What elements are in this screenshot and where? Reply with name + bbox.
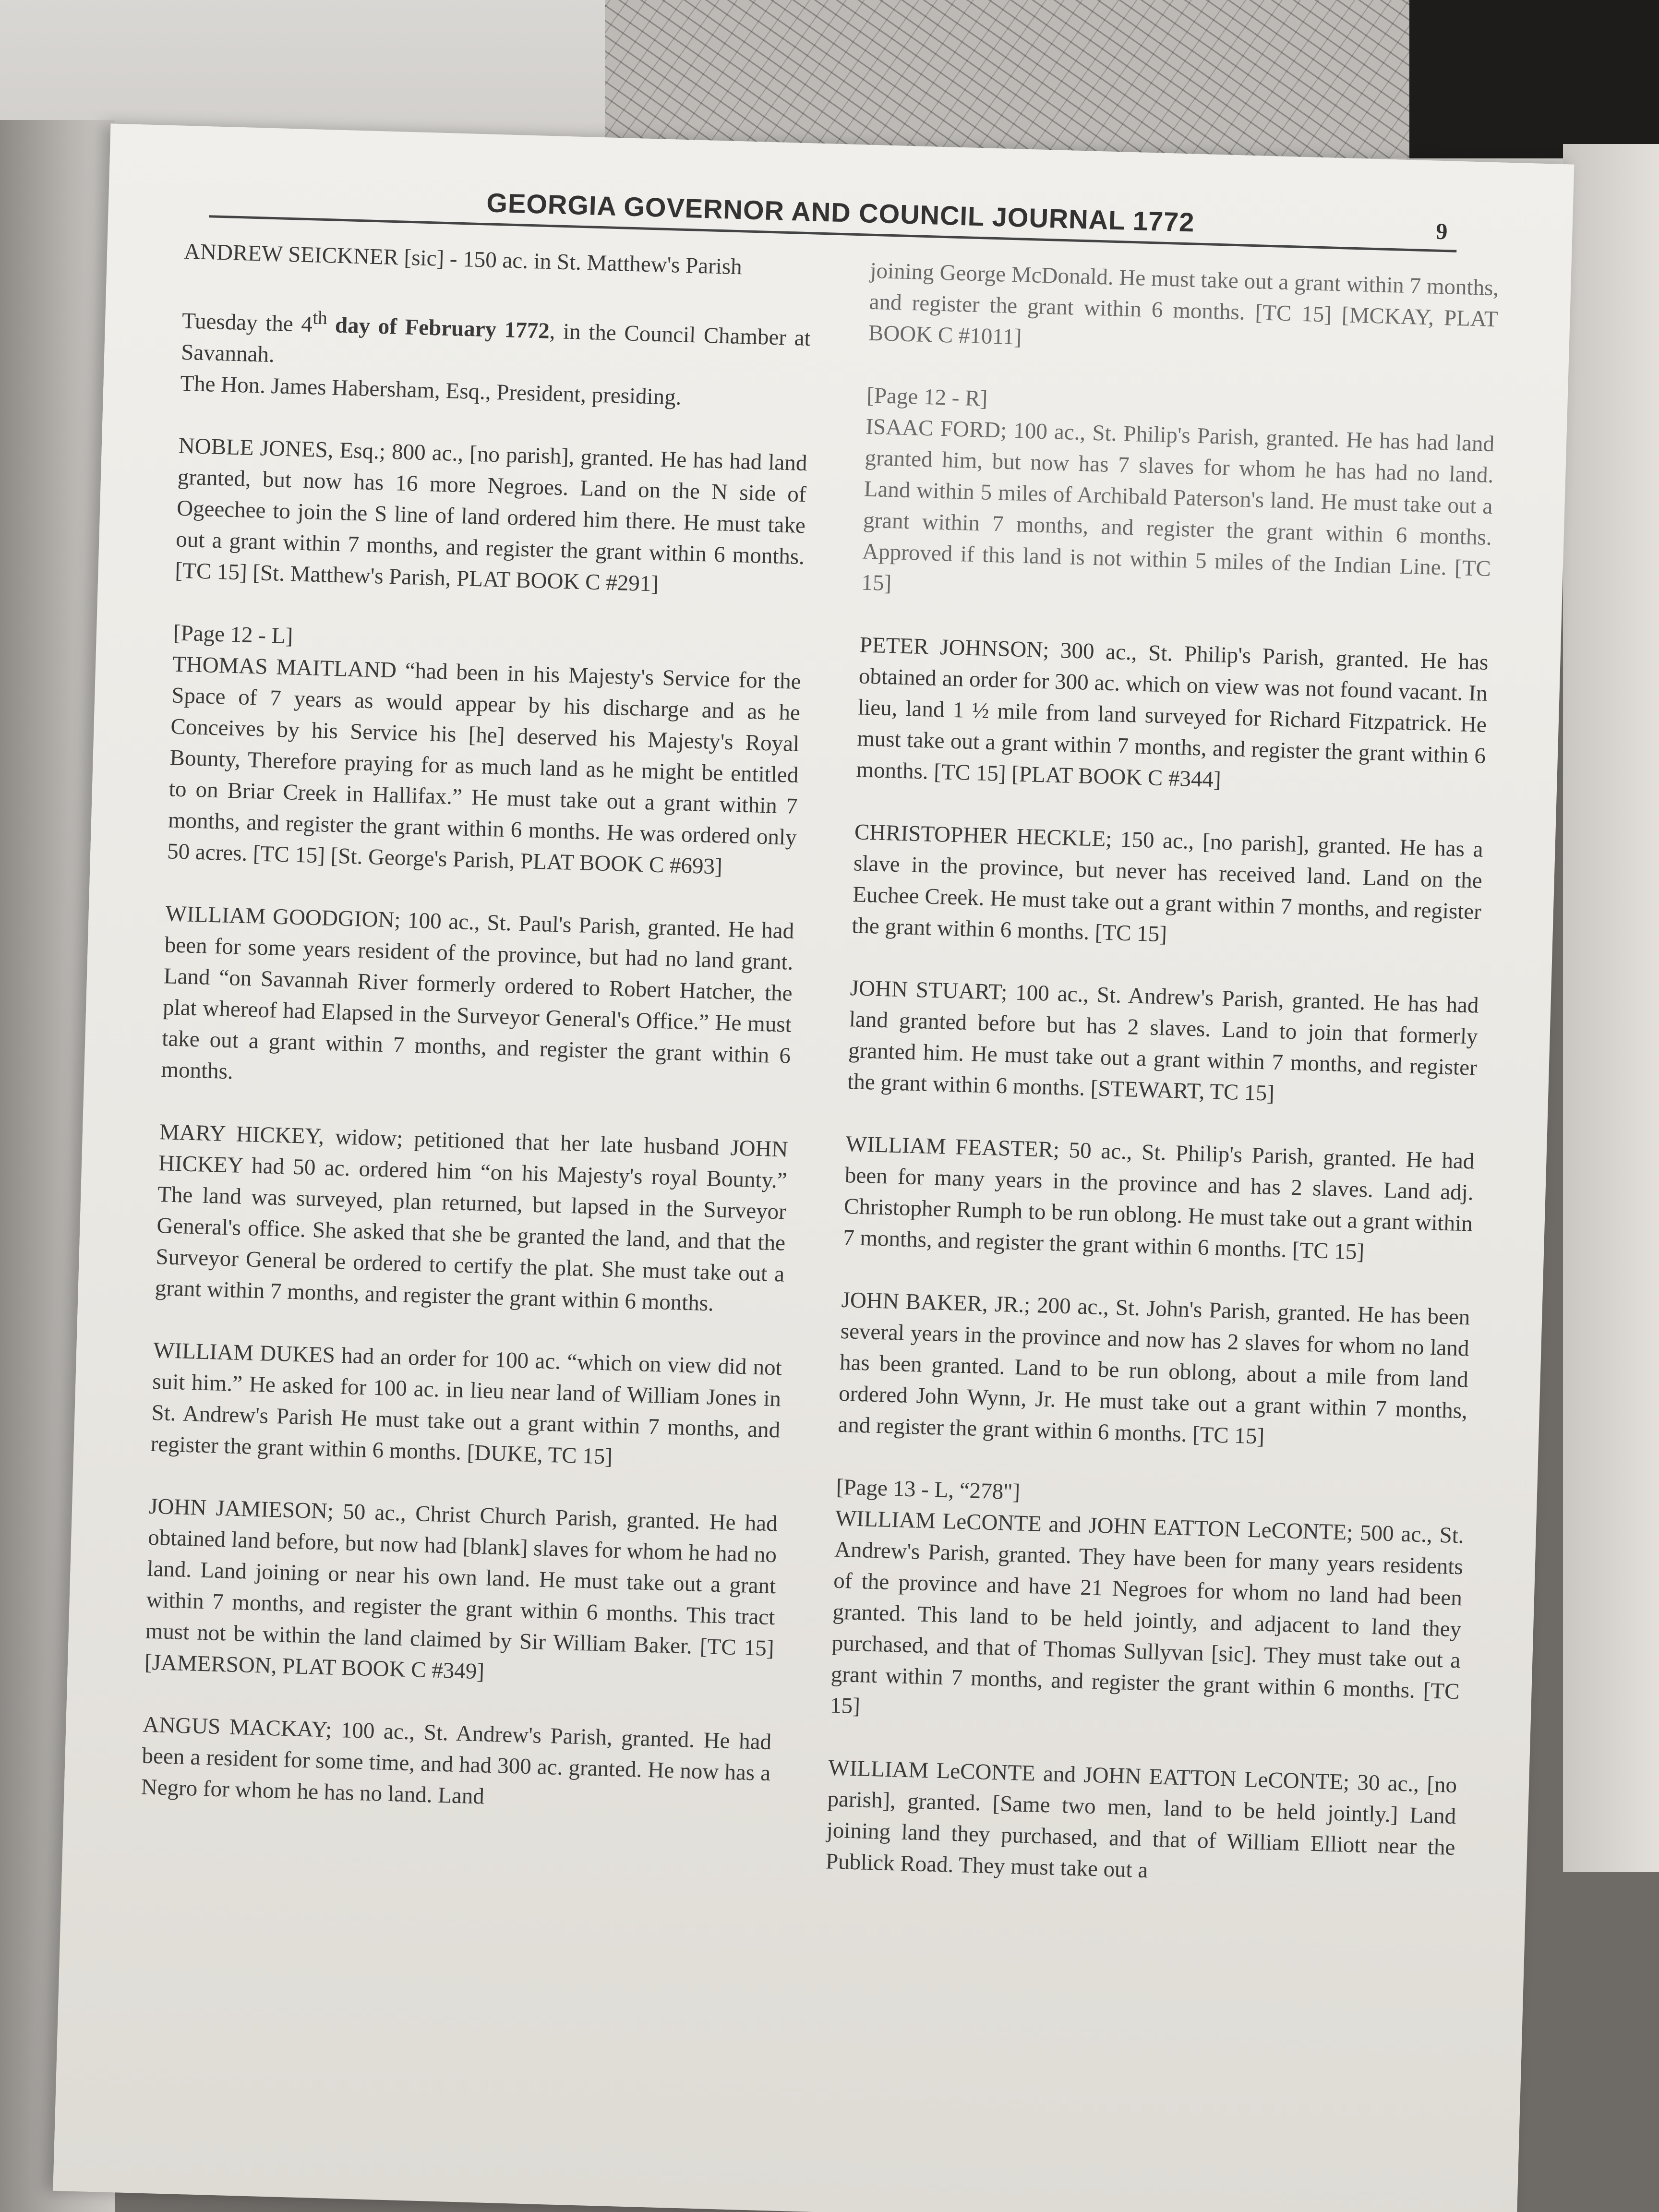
entry-william-feaster: WILLIAM FEASTER; 50 ac., St. Philip's Parish, granted. He had been for many years in the province and has 2 slaves. Land adj. Christopher Rumph to be run oblong. He must take out a grant within 7 months, and register the grant within 6 months. [TC 15] [842,1131,1475,1265]
map-paper-fragment [605,0,1517,158]
entry-john-jamieson: JOHN JAMIESON; 50 ac., Christ Church Parish, granted. He had obtained land before, but now had [blank] slaves for whom he had no land. Land joining or near his own land. He must take out a grant within 7 months, and register the grant within 6 months. This tract must not be within the land claimed by Sir William Baker. [TC 15] [JAMERSON, PLAT BOOK C #349] [144,1493,778,1684]
entry-leconte-30: WILLIAM LeCONTE and JOHN EATTON LeCONTE; 30 ac., [no parish], granted. [Same two men, land to be held jointly.] Land joining land they purchased, and that of William Elliott near the Publick Road. They must take out a [825,1755,1457,1883]
entry-andrew-seickner: ANDREW SEICKNER [sic] - 150 ac. in St. Matthew's Parish [183,239,743,280]
entry-isaac-ford: [Page 12 - R] ISAAC FORD; 100 ac., St. Philip's Parish, granted. He has had land granted him, but now has 7 slaves for whom he has had no land. Land within 5 miles of Archibald Paterson's land. He must take out a grant within 7 months, and register the grant within 6 months. Approved if this land is not within 5 miles of the Indian Line. [TC 15] [861,383,1495,596]
entry-noble-jones: NOBLE JONES, Esq.; 800 ac., [no parish], granted. He has had land granted, but now has 16 more Negroes. Land on the N side of Ogeechee to join the S line of land ordered him there. He must take out a grant within 7 months, and register the grant within 6 months. [TC 15] [St. Matthew's Parish, PLAT BOOK C #291] [174,433,808,597]
left-column [140,236,813,1851]
session-date-prefix: Tuesday the 4 [181,308,313,337]
page-header-title: GEORGIA GOVERNOR AND COUNCIL JOURNAL 1772 [486,187,1195,238]
session-date-bold: day of February 1772 [326,312,550,344]
entry-leconte-500: [Page 13 - L, “278"] WILLIAM LeCONTE and JOHN EATTON LeCONTE; 500 ac., St. Andrew's Parish, granted. They have been for many years residents of the province and have 21 Negroes for whom no land had been granted. This land to be held jointly, and adjacent to land they purchased, and that of Thomas Sullyvan [sic]. They must take out a grant within 7 months, and register the grant within 6 months. [TC 15] [830,1474,1465,1719]
entry-william-goodgion: WILLIAM GOODGION; 100 ac., St. Paul's Parish, granted. He had been for some years resident of the province, but had no land grant. Land “on Savannah River formerly ordered to Robert Hatcher, the plat whereof had Elapsed in the Surveyor General's Office.” He must take out a grant within 7 months, and register the grant within 6 months. [160,901,794,1084]
dark-background-corner [1409,0,1659,158]
entry-angus-mackay: ANGUS MACKAY; 100 ac., St. Andrew's Parish, granted. He had been a resident for some time, and had 300 ac. granted. He now has a Negro for whom he has no land. Land [141,1712,772,1809]
right-page-edge [1563,144,1659,1872]
page-number: 9 [1435,218,1448,245]
entry-john-stuart: JOHN STUART; 100 ac., St. Andrew's Parish, granted. He has had land granted before but has 2 slaves. Land to join that formerly granted him. He must take out a grant within 7 months, and register the grant within 6 months. [STEWART, TC 15] [847,975,1479,1106]
session-heading [180,299,811,417]
right-column [824,255,1499,1926]
entry-thomas-maitland: [Page 12 - L] THOMAS MAITLAND “had been in his Majesty's Service for the Space of 7 years as would appear by his discharge and as he Conceives by his Service his [he] deserved his Majesty's Royal Bounty, Therefore praying for as much land as he might be entitled to on Briar Creek in Hallifax.” He must take out a grant within 7 months, and register the grant within 6 months. He was ordered only 50 acres. [TC 15] [St. George's Parish, PLAT BOOK C #693] [167,620,802,879]
entry-william-dukes: WILLIAM DUKES had an order for 100 ac. “which on view did not suit him.” He asked for 100 ac. in lieu near land of William Jones in St. Andrew's Parish He must take out a grant within 7 months, and register the grant within 6 months. [DUKE, TC 15] [150,1337,782,1469]
entry-christopher-heckle: CHRISTOPHER HECKLE; 150 ac., [no parish], granted. He has a slave in the province, but never has received land. Land on the Euchee Creek. He must take out a grant within 7 months, and register the grant within 6 months. [TC 15] [851,819,1484,947]
session-date-ordinal: th [312,307,328,329]
entry-mary-hickey: MARY HICKEY, widow; petitioned that her late husband JOHN HICKEY had 50 ac. ordered him “on his Majesty's royal Bounty.” The land was surveyed, plan returned, but lapsed in the Surveyor General's office. She asked that she be granted the land, and that the Surveyor General be ordered to certify the plat. She must take out a grant within 7 months, and register the grant within 6 months. [155,1119,789,1316]
entry-john-baker-jr: JOHN BAKER, JR.; 200 ac., St. John's Parish, granted. He has been several years in the province and now has 2 slaves for whom no land has been granted. Land to be run oblong, about a mile from land ordered John Wynn, Jr. He must take out a grant within 7 months, and register the grant within 6 months. [TC 15] [837,1287,1470,1449]
session-location: , in the Council Chamber at Savannah. The Hon. James Habersham, Esq., President, presiding. [180,318,811,410]
journal-page [53,123,1574,2212]
entry-peter-johnson: PETER JOHNSON; 300 ac., St. Philip's Parish, granted. He has obtained an order for 300 ac. which on view was not found vacant. In lieu, land 1 ½ mile from land surveyed for Richard Fitzpatrick. He must take out a grant within 7 months, and register the grant within 6 months. [TC 15] [PLAT BOOK C #344] [855,632,1489,793]
entry-mackay-continued: joining George McDonald. He must take out a grant within 7 months, and register the grant within 6 months. [TC 15] [MCKAY, PLAT BOOK C #1011] [868,258,1499,350]
